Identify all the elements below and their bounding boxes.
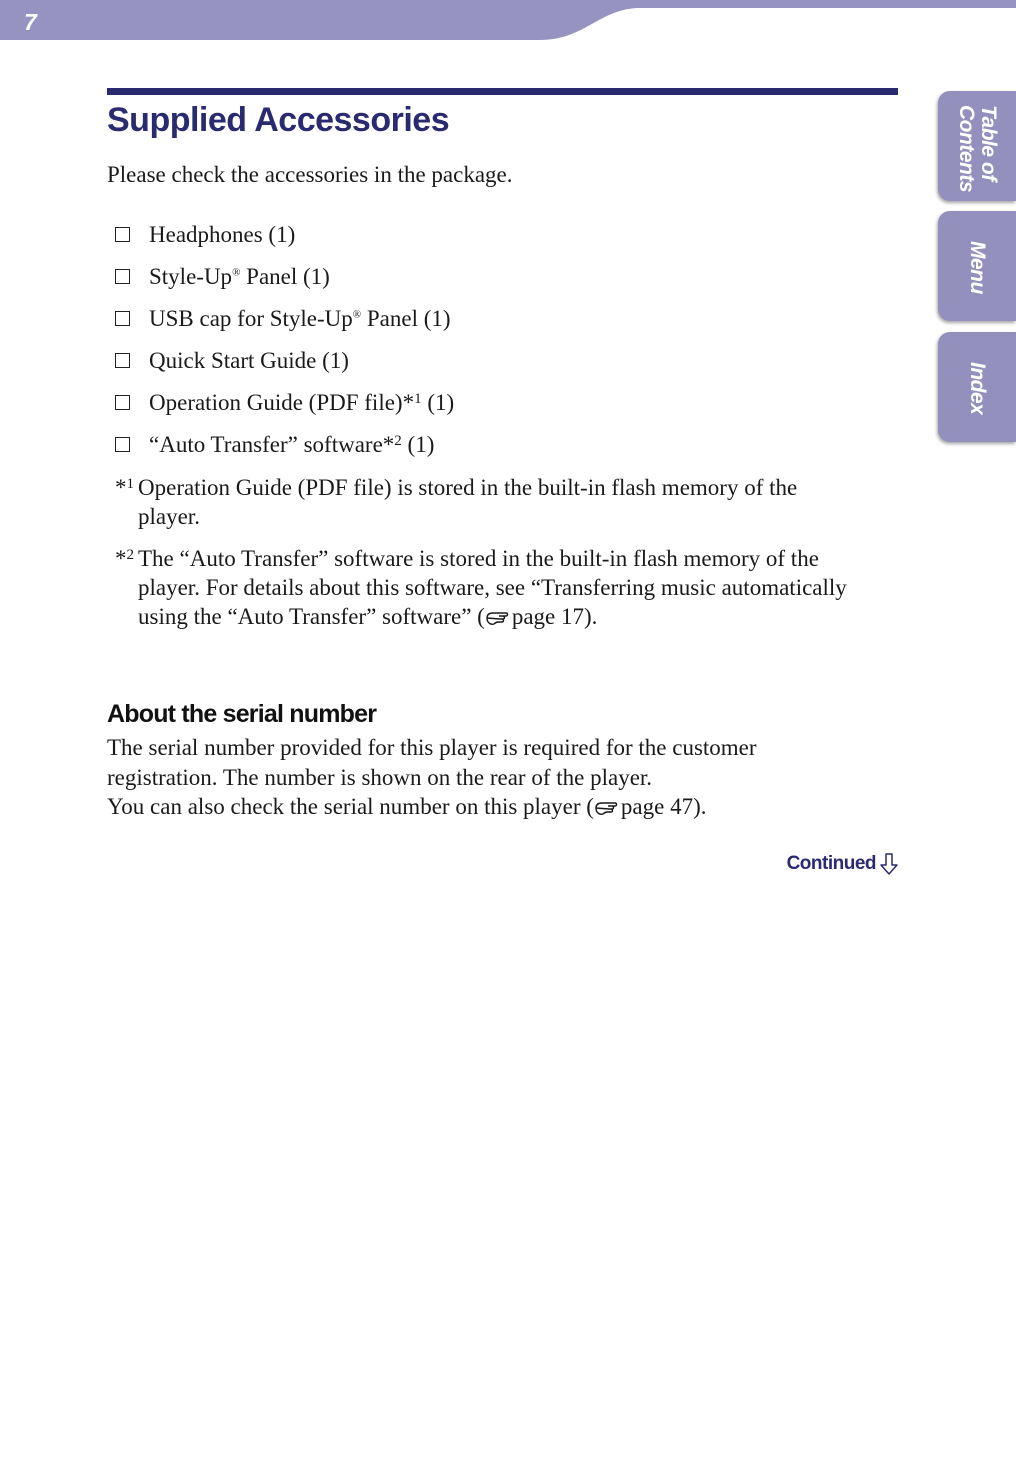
list-item-label: Style-Up® Panel (1) xyxy=(149,264,330,289)
page-link[interactable]: page 47 xyxy=(620,794,694,819)
list-item-label: “Auto Transfer” software*$^2$ (1) xyxy=(149,432,435,457)
registered-mark: ® xyxy=(352,308,362,321)
accessories-list xyxy=(115,220,454,472)
continued-label: Continued xyxy=(787,850,898,878)
pointing-hand-icon xyxy=(486,609,510,627)
footnote-text: Operation Guide (PDF file) is stored in the built-in flash memory of the player. xyxy=(138,475,798,529)
page-number: 7 xyxy=(24,9,37,35)
checkbox-icon xyxy=(115,395,130,410)
list-item xyxy=(115,430,454,472)
header-bar xyxy=(0,0,1016,42)
page-link[interactable]: page 17 xyxy=(511,604,585,629)
tab-label: Index xyxy=(966,362,989,415)
list-item xyxy=(115,388,454,430)
serial-text: The serial number provided for this player is required for the customer registration. The number is shown on the rear of the player. You can also check the serial number on this player ( page 47). xyxy=(107,735,757,819)
list-item xyxy=(115,262,454,304)
footnote-marker: *$^2$ xyxy=(115,546,134,571)
list-item xyxy=(115,304,454,346)
footnote-2 xyxy=(115,544,855,631)
footnote-marker: *$^1$ xyxy=(115,475,134,500)
intro-text: Please check the accessories in the package. xyxy=(107,162,513,187)
footnote-ref: 2 xyxy=(394,433,402,449)
list-item-label: USB cap for Style-Up® Panel (1) xyxy=(149,306,451,331)
list-item-label: Operation Guide (PDF file)*$^1$ (1) xyxy=(149,390,455,415)
list-item-label: Headphones (1) xyxy=(149,222,296,247)
tab-index[interactable] xyxy=(938,332,1016,442)
checkbox-icon xyxy=(115,311,130,326)
tab-menu[interactable] xyxy=(938,211,1016,321)
checkbox-icon xyxy=(115,437,130,452)
checkbox-icon xyxy=(115,227,130,242)
tab-table-of-contents[interactable] xyxy=(938,91,1016,201)
list-item-label: Quick Start Guide (1) xyxy=(149,348,349,373)
serial-heading: About the serial number xyxy=(107,700,377,728)
registered-mark: ® xyxy=(232,266,241,279)
footnote-text: The “Auto Transfer” software is stored in the built-in flash memory of the player. For details about this software, see “Transferring music automatically using the “Auto Transfer” software” ( page 17). xyxy=(138,546,847,629)
tab-label: Menu xyxy=(966,241,989,294)
tab-label: Table of Contents xyxy=(955,105,1000,192)
list-item xyxy=(115,220,454,262)
footnote-1 xyxy=(115,473,855,531)
checkbox-icon xyxy=(115,269,130,284)
page-title: Supplied Accessories xyxy=(107,101,450,139)
checkbox-icon xyxy=(115,353,130,368)
down-arrow-icon xyxy=(880,853,898,875)
pointing-hand-icon xyxy=(595,799,619,817)
list-item xyxy=(115,346,454,388)
footnote-ref: 1 xyxy=(414,391,422,407)
title-rule xyxy=(107,88,898,95)
